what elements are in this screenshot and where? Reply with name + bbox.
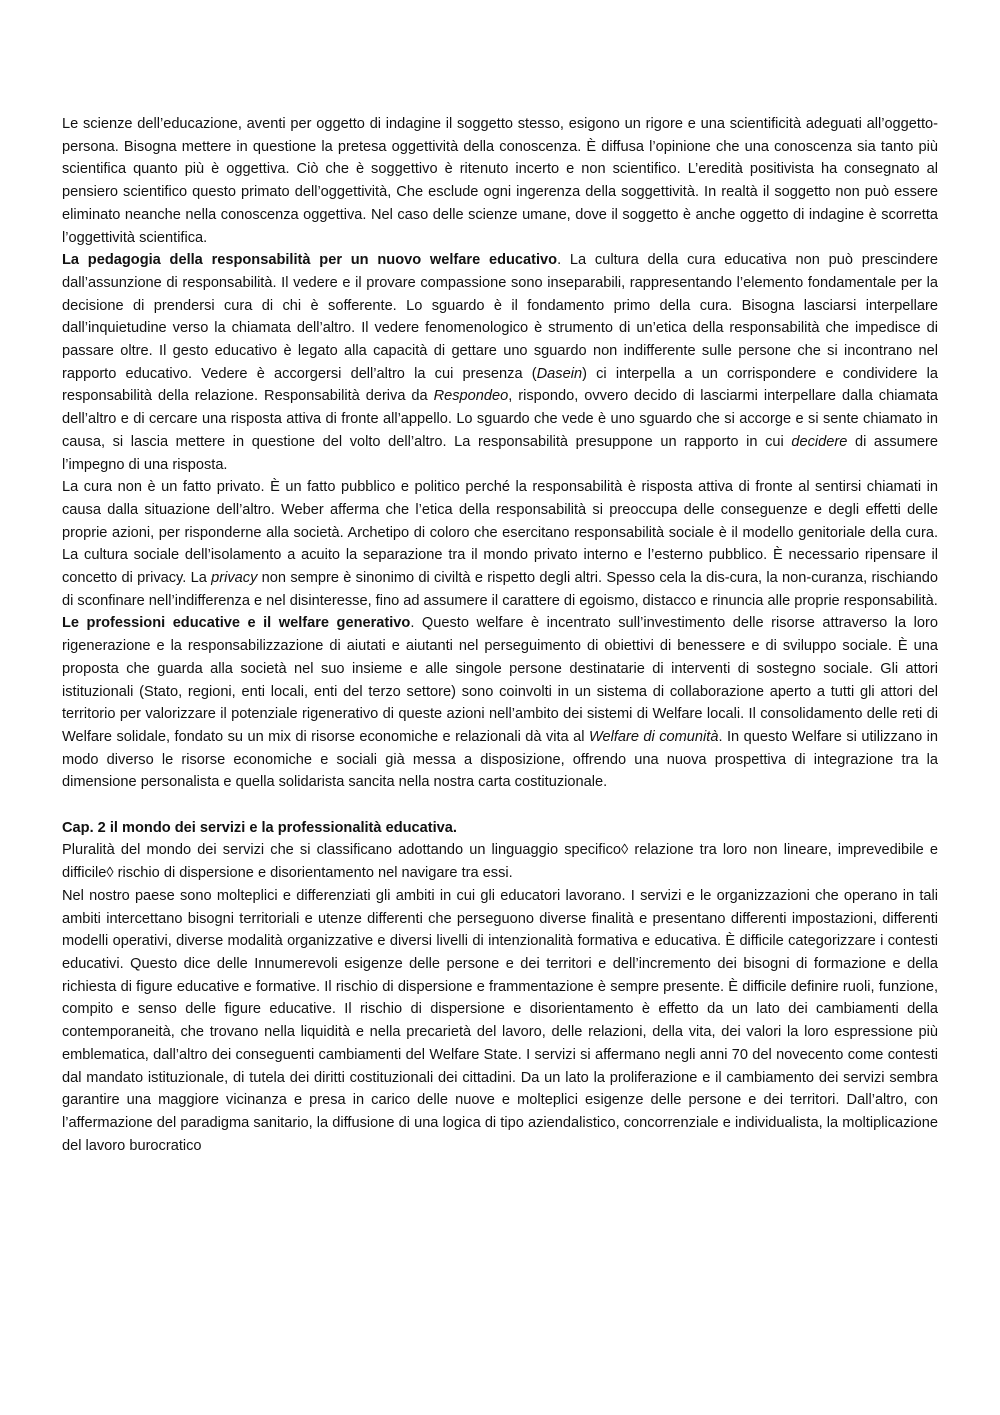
section-heading-professioni: Le professioni educative e il welfare generativo	[62, 615, 411, 632]
paragraph-pedagogia-responsabilita: La pedagogia della responsabilità per un nuovo welfare educativo. La cultura della cura educativa non può prescindere dall’assunzione di responsabilità. Il vedere e il provare compassione sono inseparabili, rappresentando l’elemento fondamentale per la decisione di prendersi cura di chi è sofferente. Lo sguardo è il fondamento primo della cura. Bisogna lasciarsi interpellare dall’inquietudine verso la chiamata dell’altro. Il vedere fenomenologico è strumento di un’etica della responsabilità che impedisce di passare oltre. Il gesto educativo è legato alla capacità di gettare uno sguardo non indifferente sulle persone che si incontrano nel rapporto educativo. Vedere è accorgersi dell’altro la cui presenza (Dasein) ci interpella a un corrispondere e condividere la responsabilità della relazione. Responsabilità deriva da Respondeo, rispondo, ovvero decido di lasciarmi interpellare dalla chiamata dell’altro e di cercare una risposta attiva di fronte all’appello. Lo sguardo che vede è uno sguardo che si accorge e si sente chiamato in causa, si lascia mettere in questione del volto dell’altro. La responsabilità presuppone un rapporto in cui decidere di assumere l’impegno di una risposta.	[62, 252, 938, 473]
paragraph-welfare-generativo: Le professioni educative e il welfare generativo. Questo welfare è incentrato sull’investimento delle risorse attraverso la loro rigenerazione e la responsabilizzazione di aiutati e aiutanti nel perseguimento di obiettivi di benessere e di sviluppo sociale. È una proposta che guarda alla società nel suo insieme e alle singole persone destinatarie di interventi di sostegno sociale. Gli attori istituzionali (Stato, regioni, enti locali, enti del terzo settore) sono coinvolti in un sistema di collaborazione aperto a tutti gli attori del territorio per valorizzare il potenziale rigenerativo di queste azioni nell’ambito dei sistemi di Welfare locali. Il consolidamento delle reti di Welfare solidale, fondato su un mix di risorse economiche e relazionali dà vita al Welfare di comunità. In questo Welfare si utilizzano in modo diverso le risorse economiche e sociali già messa a disposizione, offrendo una nuova prospettiva di integrazione tra la dimensione personalista e quella solidarista sancita nella nostra carta costituzionale.	[62, 615, 939, 791]
paragraph-pluralita-servizi: Pluralità del mondo dei servizi che si classificano adottando un linguaggio specifico◊ relazione tra loro non lineare, imprevedibile e difficile◊ rischio di dispersione e disorientamento nel navigare tra essi.	[62, 842, 938, 882]
paragraph-ambiti-educatori: Nel nostro paese sono molteplici e differenziati gli ambiti in cui gli educatori lavorano. I servizi e le organizzazioni che operano in tali ambiti intercettano bisogni territoriali e utenze differenti che perseguono diverse finalità e presentano differenti impostazioni, differenti modelli operativi, diverse modalità organizzative e diversi livelli di intenzionalità formativa e educativa. È difficile categorizzare i contesti educativi. Questo dice delle Innumerevoli esigenze delle persone e dei territori e dell’incremento dei bisogni di formazione e della richiesta di figure educative e formative. Il rischio di dispersione e frammentazione è sempre presente. È difficile definire ruoli, funzione, compito e senso delle figure educative. Il rischio di dispersione e disorientamento è effetto da un lato dei cambiamenti della contemporaneità, che trovano nella liquidità e nella precarietà del lavoro, delle relazioni, della vita, dei valori la loro espressione più emblematica, dall’altro dei conseguenti cambiamenti del Welfare State. I servizi si affermano negli anni 70 del novecento come contesti dal mandato istituzionale, di tutela dei diritti costituzionali dei cittadini. Da un lato la proliferazione e il cambiamento dei servizi sembra garantire una maggiore vicinanza e presa in carico delle nuove e molteplici esigenze delle persone e dei territori. Dall’altro, con l’affermazione del paradigma sanitario, la diffusione di una logica di tipo aziendalistico, concorrenziale e individualista, la moltiplicazione del lavoro burocratico	[62, 887, 938, 1154]
term-respondeo: Respondeo	[433, 388, 509, 405]
document-page	[62, 113, 938, 1157]
term-decidere: decidere	[791, 433, 848, 450]
term-dasein: Dasein	[536, 365, 583, 382]
term-privacy: privacy	[211, 570, 258, 587]
paragraph-cura-privata: La cura non è un fatto privato. È un fatto pubblico e politico perché la responsabilità è risposta attiva di fronte al sentirsi chiamati in causa dalla situazione dell’altro. Weber afferma che l’etica della responsabilità si preoccupa delle conseguenze e degli effetti delle proprie azioni, per risponderne alla società. Archetipo di coloro che esercitano responsabilità sociale è il modello genitoriale della cura. La cultura sociale dell’isolamento a acuito la separazione tra il mondo privato interno e l’esterno pubblico. È necessario ripensare il concetto di privacy. La privacy non sempre è sinonimo di civiltà e rispetto degli altri. Spesso cela la dis-cura, la non-curanza, rischiando di sconfinare nell’indifferenza e nel disinteresse, fino ad assumere il carattere di egoismo, distacco e rinuncia alle proprie responsabilità.	[62, 479, 938, 609]
paragraph-spacer	[62, 794, 938, 817]
term-welfare-comunita: Welfare di comunità	[588, 728, 719, 745]
paragraph-intro: Le scienze dell’educazione, aventi per oggetto di indagine il soggetto stesso, esigono un rigore e una scientificità adeguati all’oggetto-persona. Bisogna mettere in questione la pretesa oggettività della conoscenza. È diffusa l’opinione che una conoscenza sia tanto più scientifica quanto più è oggettiva. Ciò che è soggettivo è ritenuto incerto e non scientifico. L’eredità positivista ha consegnato al pensiero scientifico questo primato dell’oggettività, Che esclude ogni ingerenza della soggettività. In realtà il soggetto non può essere eliminato neanche nella conoscenza oggettiva. Nel caso delle scienze umane, dove il soggetto è anche oggetto di indagine è scorretta l’oggettività scientifica.	[62, 116, 938, 246]
chapter-heading: Cap. 2 il mondo dei servizi e la professionalità educativa.	[62, 819, 457, 836]
section-heading-pedagogia: La pedagogia della responsabilità per un nuovo welfare educativo	[62, 252, 558, 269]
